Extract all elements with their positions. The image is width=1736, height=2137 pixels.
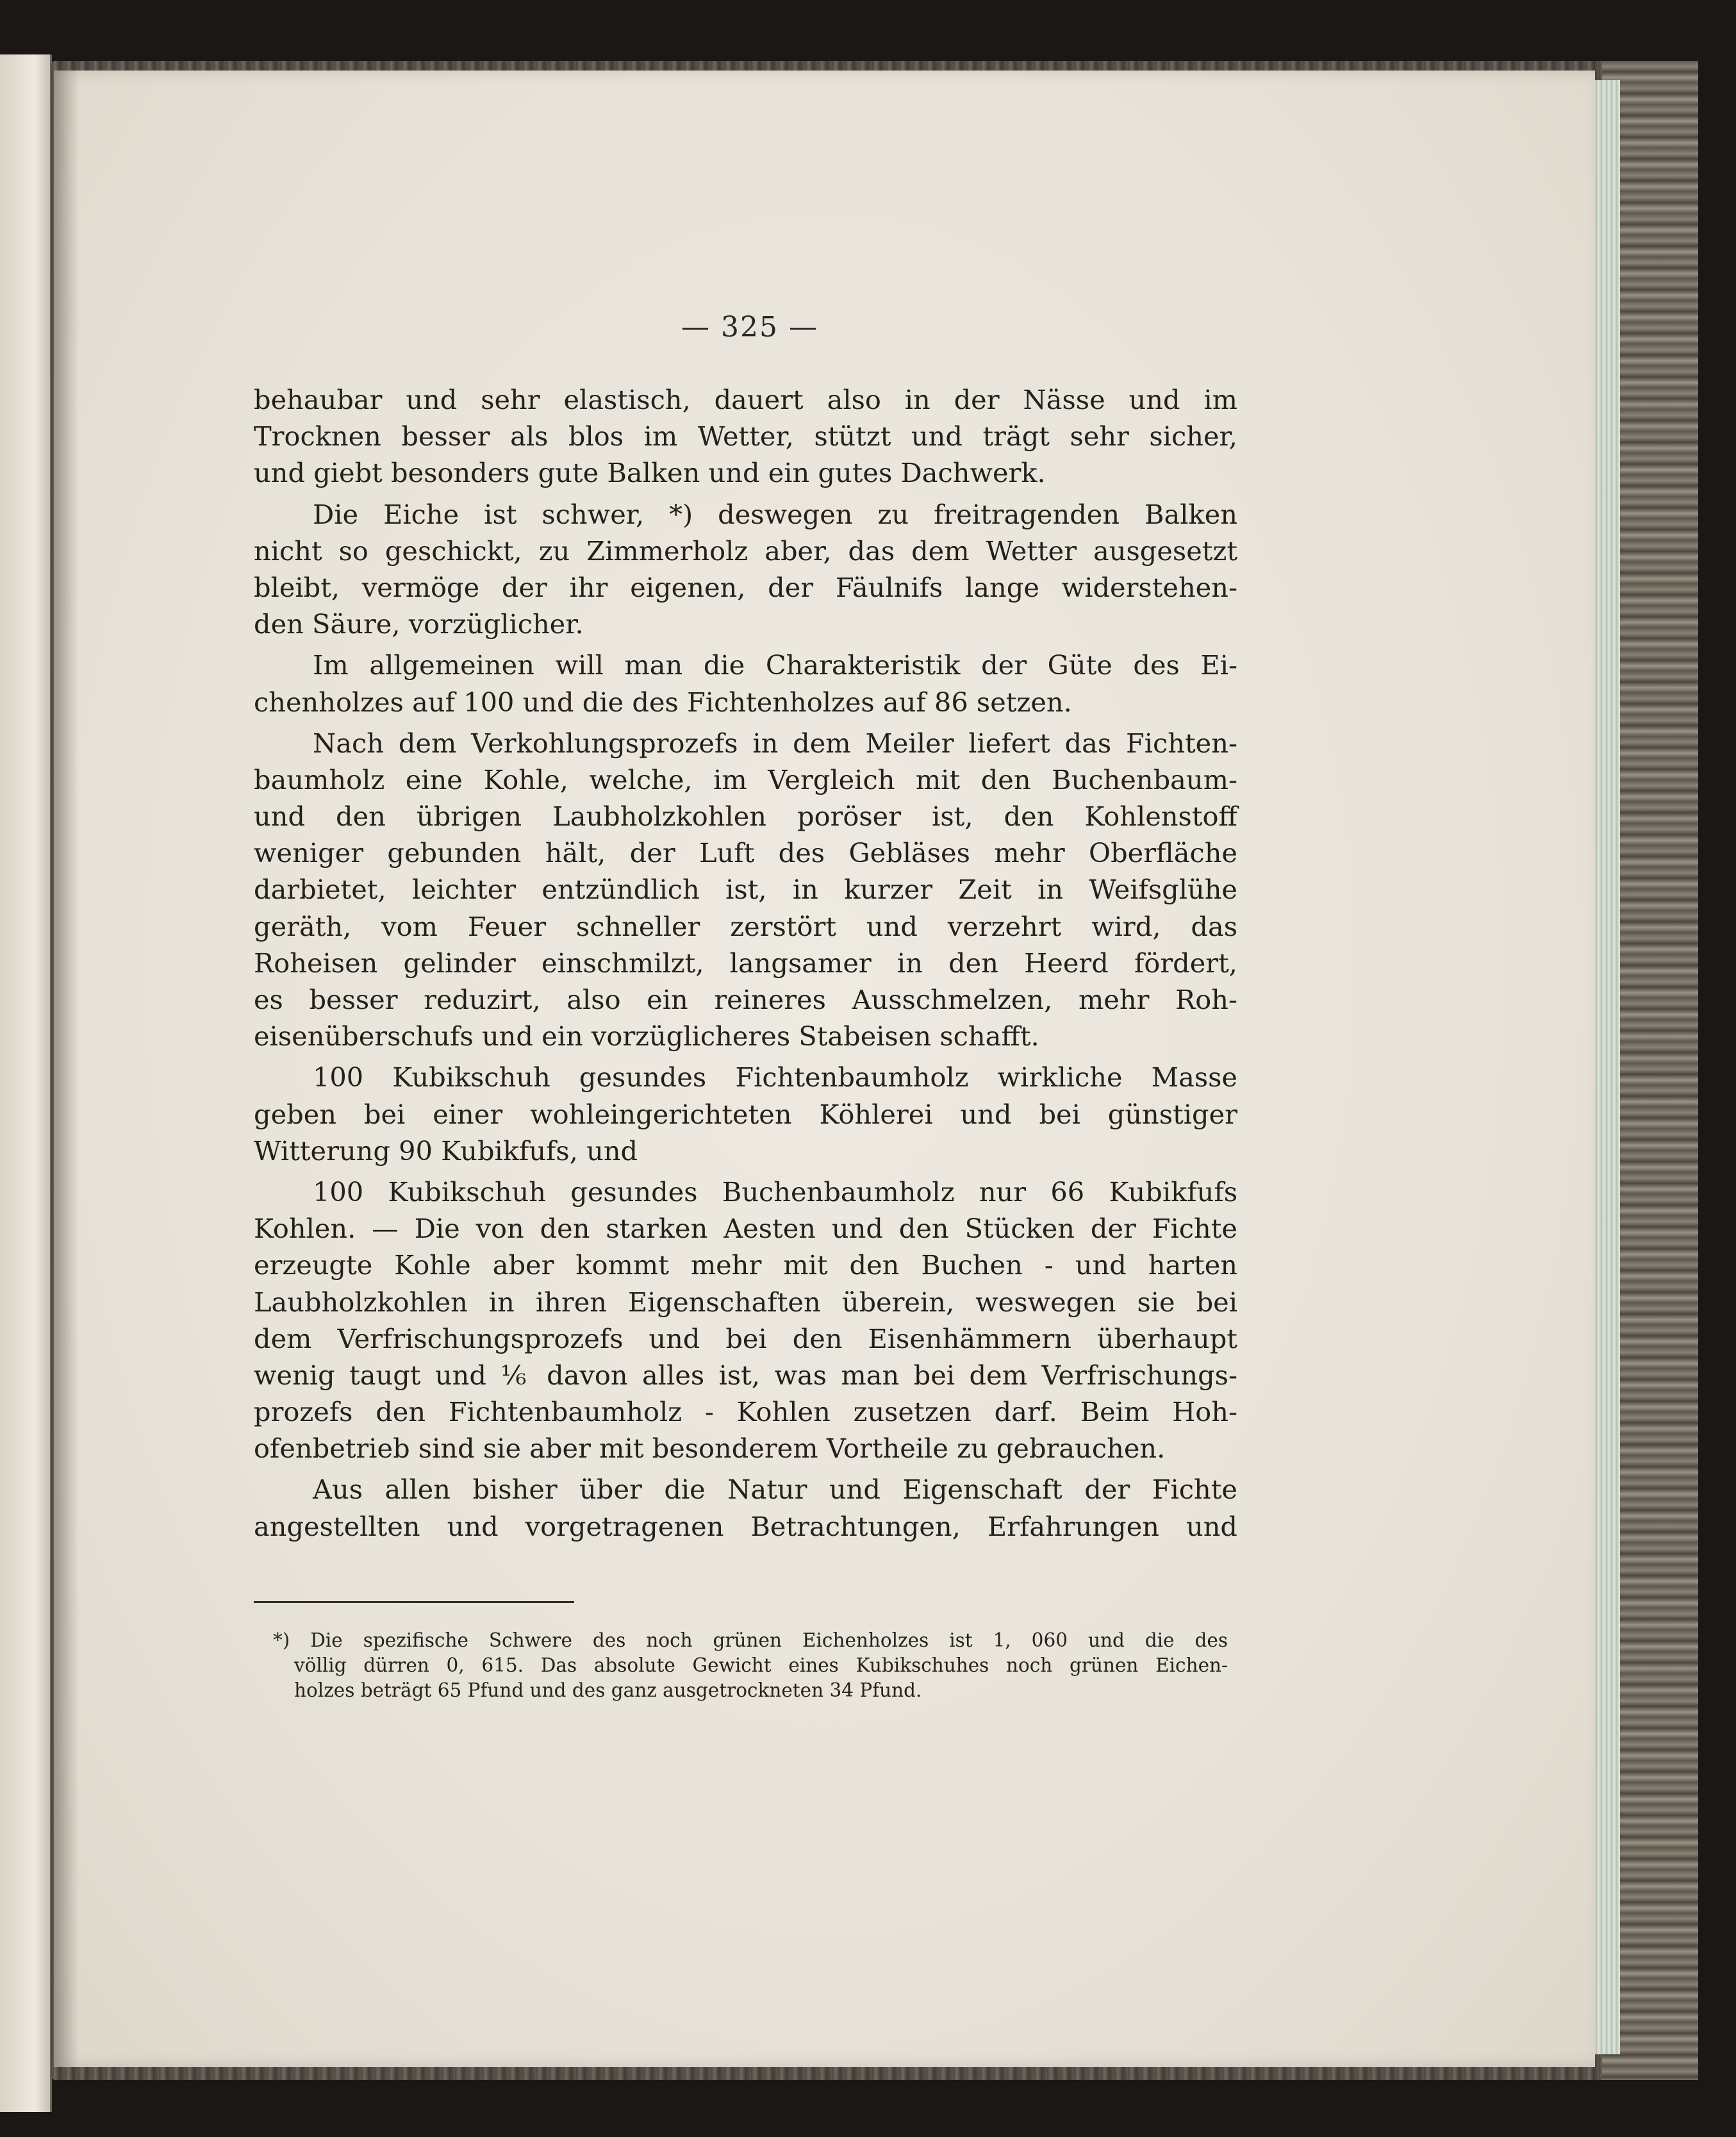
text-line: Roheisen gelinder einschmilzt, langsamer in den Heerd fördert, <box>254 947 1237 979</box>
text-line: bleibt, vermöge der ihr eigenen, der Fäulnifs lange widerstehen- <box>254 571 1237 603</box>
body-text <box>254 381 1237 1545</box>
footnote-line: völlig dürren 0, 615. Das absolute Gewicht eines Kubikschuhes noch grünen Eichen- <box>294 1654 1228 1676</box>
text-line: angestellten und vorgetragenen Betrachtungen, Erfahrungen und <box>254 1510 1237 1542</box>
page-number: — 325 — <box>681 311 818 344</box>
paragraph-gap <box>254 642 1237 647</box>
text-line: nicht so geschickt, zu Zimmerholz aber, das dem Wetter ausgesetzt <box>254 535 1237 567</box>
text-line: Kohlen. — Die von den starken Aesten und den Stücken der Fichte <box>254 1213 1237 1245</box>
text-line: wenig taugt und ⅙ davon alles ist, was man bei dem Verfrischungs- <box>254 1359 1237 1391</box>
text-line: eisenüberschufs und ein vorzüglicheres Stabeisen schafft. <box>254 1020 1039 1052</box>
text-line: Die Eiche ist schwer, *) deswegen zu freitragenden Balken <box>313 498 1237 530</box>
text-line: und giebt besonders gute Balken und ein gutes Dachwerk. <box>254 457 1046 489</box>
text-line: Trocknen besser als blos im Wetter, stützt und trägt sehr sicher, <box>254 420 1237 453</box>
paragraph-gap <box>254 720 1237 725</box>
footnotes <box>273 1628 1228 1703</box>
left-page-edge <box>0 54 52 2112</box>
text-line: darbietet, leichter entzündlich ist, in kurzer Zeit in Weifsglühe <box>254 874 1237 906</box>
text-line: baumholz eine Kohle, welche, im Vergleich mit den Buchenbaum- <box>254 763 1237 795</box>
text-line: ofenbetrieb sind sie aber mit besonderem Vortheile zu gebrauchen. <box>254 1433 1166 1465</box>
text-line: 100 Kubikschuh gesundes Fichtenbaumholz wirkliche Masse <box>313 1061 1237 1093</box>
text-line: Im allgemeinen will man die Charakteristik der Güte des Ei- <box>313 649 1237 681</box>
text-line: 100 Kubikschuh gesundes Buchenbaumholz nur 66 Kubikfufs <box>313 1176 1237 1208</box>
paragraph-gap <box>254 1169 1237 1174</box>
text-line: erzeugte Kohle aber kommt mehr mit den Buchen - und harten <box>254 1249 1237 1281</box>
text-line: es besser reduzirt, also ein reineres Ausschmelzen, mehr Roh- <box>254 984 1237 1015</box>
footnote-rule <box>254 1601 574 1603</box>
text-line: Witterung 90 Kubikfufs, und <box>254 1135 638 1167</box>
paragraph-gap <box>254 492 1237 496</box>
text-line: weniger gebunden hält, der Luft des Gebläses mehr Oberfläche <box>254 837 1237 869</box>
footnote-line: holzes beträgt 65 Pfund und des ganz ausgetrockneten 34 Pfund. <box>294 1679 922 1701</box>
text-line: behaubar und sehr elastisch, dauert also in der Nässe und im <box>254 384 1237 415</box>
text-line: chenholzes auf 100 und die des Fichtenholzes auf 86 setzen. <box>254 686 1072 718</box>
text-line: Aus allen bisher über die Natur und Eigenschaft der Fichte <box>313 1474 1237 1506</box>
text-line: dem Verfrischungsprozefs und bei den Eisenhämmern überhaupt <box>254 1322 1237 1354</box>
text-line: geräth, vom Feuer schneller zerstört und verzehrt wird, das <box>254 910 1237 942</box>
paragraph-gap <box>254 1054 1237 1059</box>
footnote-line: *) Die spezifische Schwere des noch grünen Eichenholzes ist 1, 060 und die des <box>273 1629 1228 1651</box>
text-line: Nach dem Verkohlungsprozefs in dem Meiler liefert das Fichten- <box>313 727 1237 759</box>
paragraph-gap <box>254 1467 1237 1471</box>
text-line: und den übrigen Laubholzkohlen poröser ist, den Kohlenstoff <box>254 801 1237 833</box>
text-line: Laubholzkohlen in ihren Eigenschaften überein, weswegen sie bei <box>254 1286 1237 1318</box>
gutter-shadow <box>54 71 79 2067</box>
text-line: geben bei einer wohleingerichteten Köhlerei und bei günstiger <box>254 1098 1237 1130</box>
text-line: den Säure, vorzüglicher. <box>254 608 584 640</box>
text-line: prozefs den Fichtenbaumholz - Kohlen zusetzen darf. Beim Hoh- <box>254 1396 1237 1428</box>
